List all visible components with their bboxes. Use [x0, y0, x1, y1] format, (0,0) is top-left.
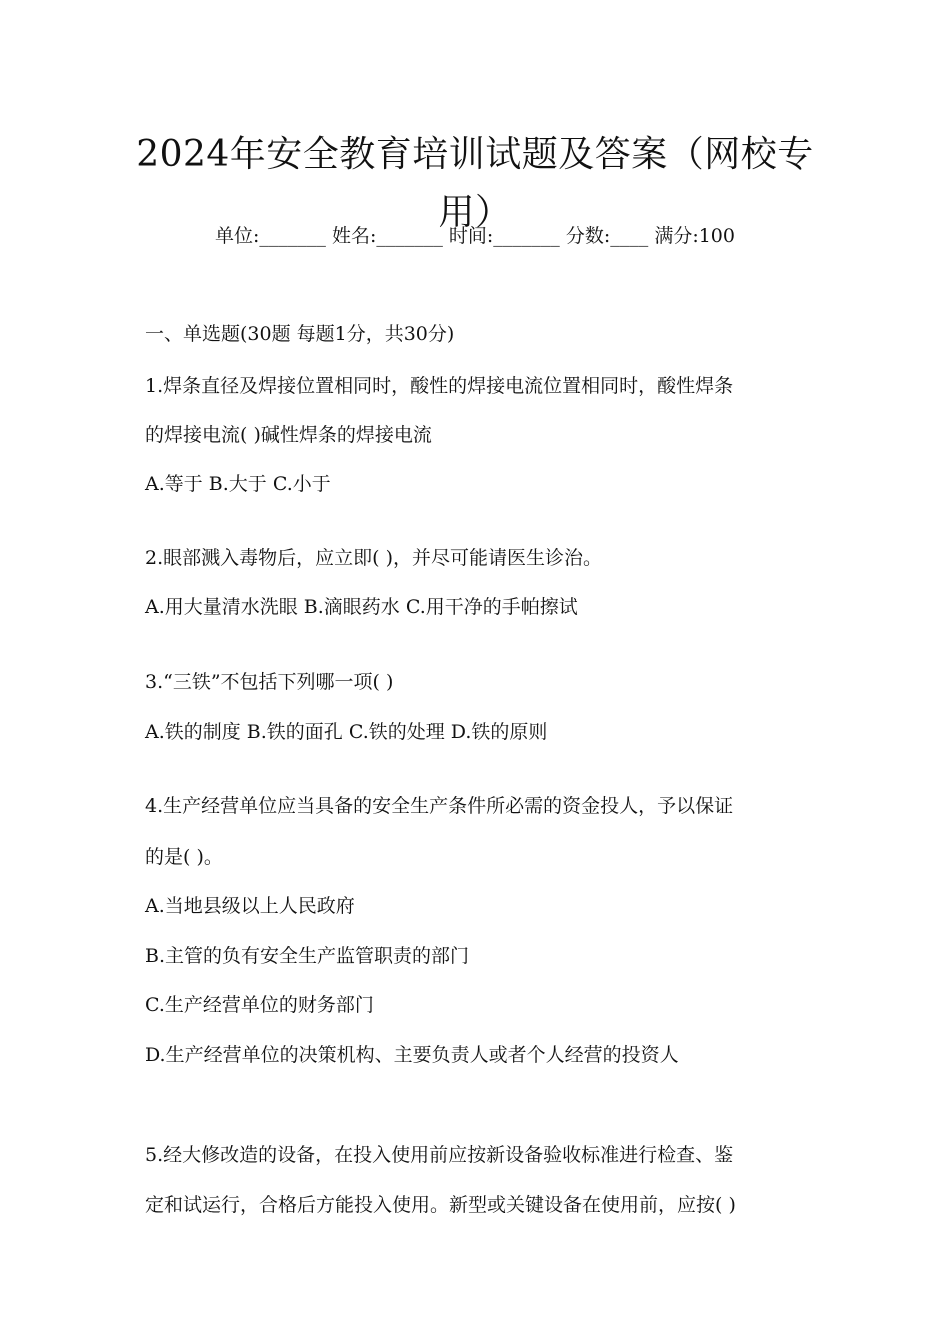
question-1-options: A.等于 B.大于 C.小于 [145, 473, 331, 495]
question-1-line-1: 1.焊条直径及焊接位置相同时，酸性的焊接电流位置相同时，酸性焊条 [145, 375, 734, 397]
title-line-2: 用） [438, 192, 512, 234]
question-4-option-a: A.当地县级以上人民政府 [145, 895, 355, 917]
question-2-line-1: 2.眼部溅入毒物后，应立即( )，并尽可能请医生诊治。 [145, 547, 602, 569]
time-field: 时间:_______ [448, 225, 560, 247]
question-4-line-1: 4.生产经营单位应当具备的安全生产条件所必需的资金投人，予以保证 [145, 795, 734, 817]
question-4-line-2: 的是( )。 [145, 846, 223, 868]
score-field: 分数:____ [565, 225, 649, 247]
question-3-options: A.铁的制度 B.铁的面孔 C.铁的处理 D.铁的原则 [145, 721, 548, 743]
title-line-1: 2024年安全教育培训试题及答案（网校专 [136, 134, 814, 176]
question-4-option-d: D.生产经营单位的决策机构、主要负责人或者个人经营的投资人 [145, 1044, 679, 1066]
name-field: 姓名:_______ [331, 225, 443, 247]
unit-field: 单位:_______ [215, 225, 326, 247]
question-4-option-c: C.生产经营单位的财务部门 [145, 994, 374, 1016]
full-score: 满分:100 [654, 225, 735, 247]
question-2-options: A.用大量清水洗眼 B.滴眼药水 C.用干净的手帕擦试 [145, 596, 578, 618]
section-heading: 一、单选题(30题 每题1分，共30分) [145, 323, 455, 345]
question-4-option-b: B.主管的负有安全生产监管职责的部门 [145, 945, 470, 967]
question-1-line-2: 的焊接电流( )碱性焊条的焊接电流 [145, 424, 432, 446]
question-5-line-2: 定和试运行，合格后方能投入使用。新型或关键设备在使用前，应按( ) [145, 1194, 736, 1216]
question-3-line-1: 3.“三铁”不包括下列哪一项( ) [145, 671, 394, 693]
question-5-line-1: 5.经大修改造的设备，在投入使用前应按新设备验收标准进行检查、鉴 [145, 1144, 734, 1166]
exam-info-row [0, 222, 950, 250]
